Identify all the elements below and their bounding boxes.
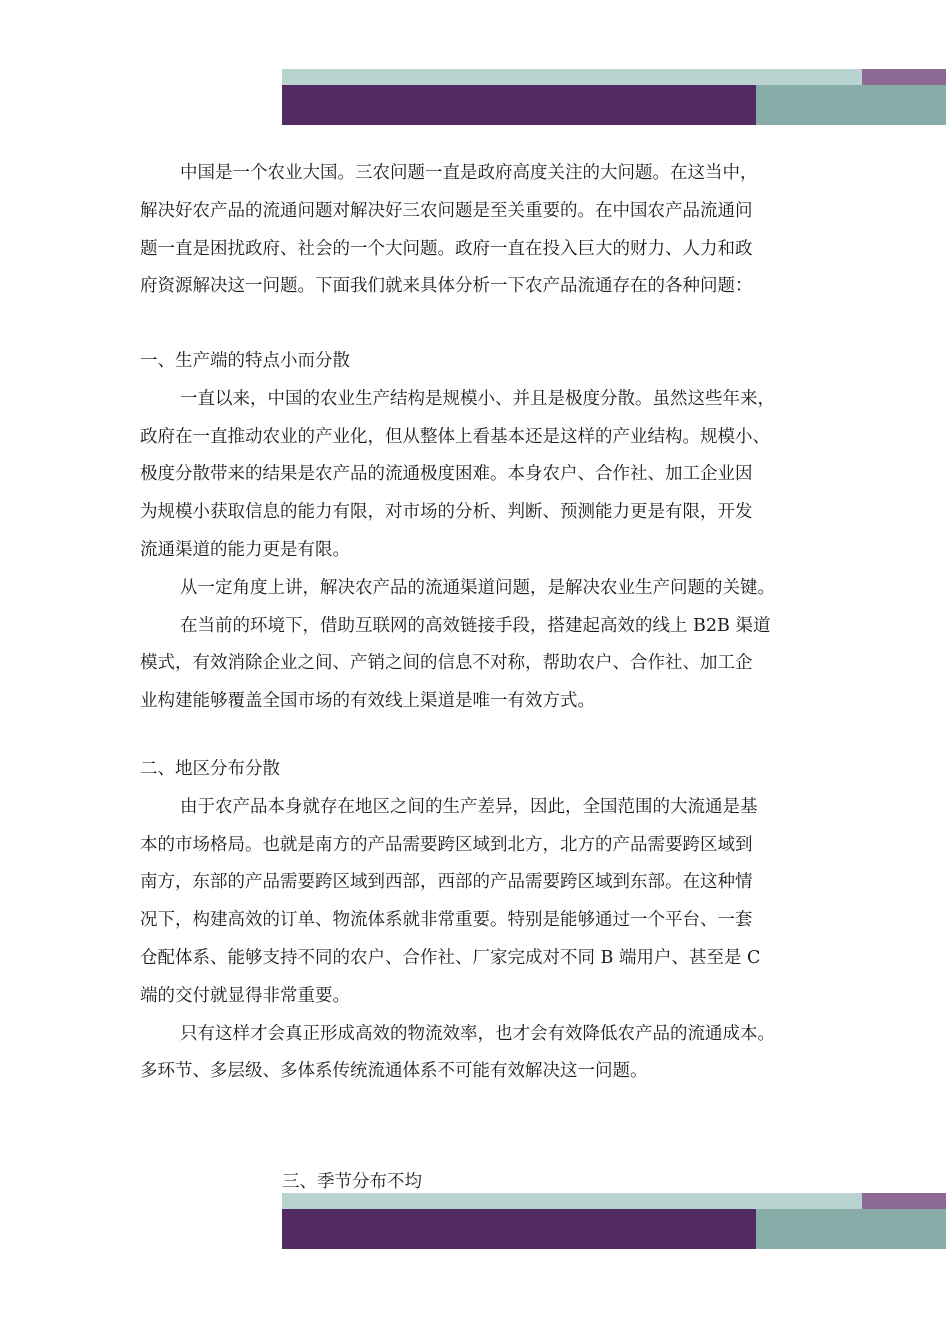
intro-line: 府资源解决这一问题。下面我们就来具体分析一下农产品流通存在的各种问题：	[140, 276, 753, 297]
footer-band-light-strip	[282, 1193, 862, 1209]
section-2-line: 南方，东部的产品需要跨区域到西部，西部的产品需要跨区域到东部。在这种情	[140, 872, 753, 893]
section-2-line: 端的交付就显得非常重要。	[140, 985, 350, 1006]
section-1-line: 一直以来，中国的农业生产结构是规模小、并且是极度分散。虽然这些年来，	[180, 388, 775, 409]
section-2	[140, 751, 830, 1091]
section-2-line: 由于农产品本身就存在地区之间的生产差异，因此，全国范围的大流通是基	[180, 796, 758, 817]
header-band-light-strip	[282, 69, 862, 85]
section-2-line: 况下，构建高效的订单、物流体系就非常重要。特别是能够通过一个平台、一套	[140, 910, 753, 931]
section-1-line: 为规模小获取信息的能力有限，对市场的分析、判断、预测能力更是有限，开发	[140, 502, 753, 523]
section-1-line: 模式，有效消除企业之间、产销之间的信息不对称，帮助农户、合作社、加工企	[140, 653, 753, 674]
section-1	[140, 343, 830, 721]
footer-band	[282, 1193, 946, 1249]
header-band	[282, 69, 946, 125]
header-band-accent-strip	[862, 69, 946, 85]
intro-paragraph	[140, 155, 830, 306]
section-1-line: 政府在一直推动农业的产业化，但从整体上看基本还是这样的产业结构。规模小、	[140, 426, 770, 447]
section-2-line: 仓配体系、能够支持不同的农户、合作社、厂家完成对不同 B 端用户、甚至是 C	[140, 947, 761, 968]
footer-band-teal-block	[756, 1209, 946, 1249]
section-2-line: 本的市场格局。也就是南方的产品需要跨区域到北方，北方的产品需要跨区域到	[140, 834, 753, 855]
intro-line: 中国是一个农业大国。三农问题一直是政府高度关注的大问题。在这当中，	[180, 163, 758, 183]
section-1-line: 流通渠道的能力更是有限。	[140, 539, 350, 560]
intro-line: 解决好农产品的流通问题对解决好三农问题是至关重要的。在中国农产品流通问	[140, 200, 753, 221]
section-1-line: 业构建能够覆盖全国市场的有效线上渠道是唯一有效方式。	[140, 691, 595, 712]
section-1-heading: 一、生产端的特点小而分散	[140, 351, 350, 371]
section-2-line: 多环节、多层级、多体系传统流通体系不可能有效解决这一问题。	[140, 1061, 648, 1082]
footer-band-dark-block	[282, 1209, 756, 1249]
section-2-heading: 二、地区分布分散	[140, 759, 280, 779]
footer-band-accent-strip	[862, 1193, 946, 1209]
header-band-teal-block	[756, 85, 946, 125]
section-1-line: 在当前的环境下，借助互联网的高效链接手段，搭建起高效的线上 B2B 渠道	[180, 615, 771, 636]
section-1-line: 极度分散带来的结果是农产品的流通极度困难。本身农户、合作社、加工企业因	[140, 464, 753, 485]
section-2-line: 只有这样才会真正形成高效的物流效率，也才会有效降低农产品的流通成本。	[180, 1023, 775, 1044]
header-band-dark-block	[282, 85, 756, 125]
intro-line: 题一直是困扰政府、社会的一个大问题。政府一直在投入巨大的财力、人力和政	[140, 238, 753, 259]
section-1-paragraph-2: 从一定角度上讲，解决农产品的流通渠道问题，是解决农业生产问题的关键。	[180, 577, 775, 598]
section-3-heading: 三、季节分布不均	[282, 1172, 422, 1192]
